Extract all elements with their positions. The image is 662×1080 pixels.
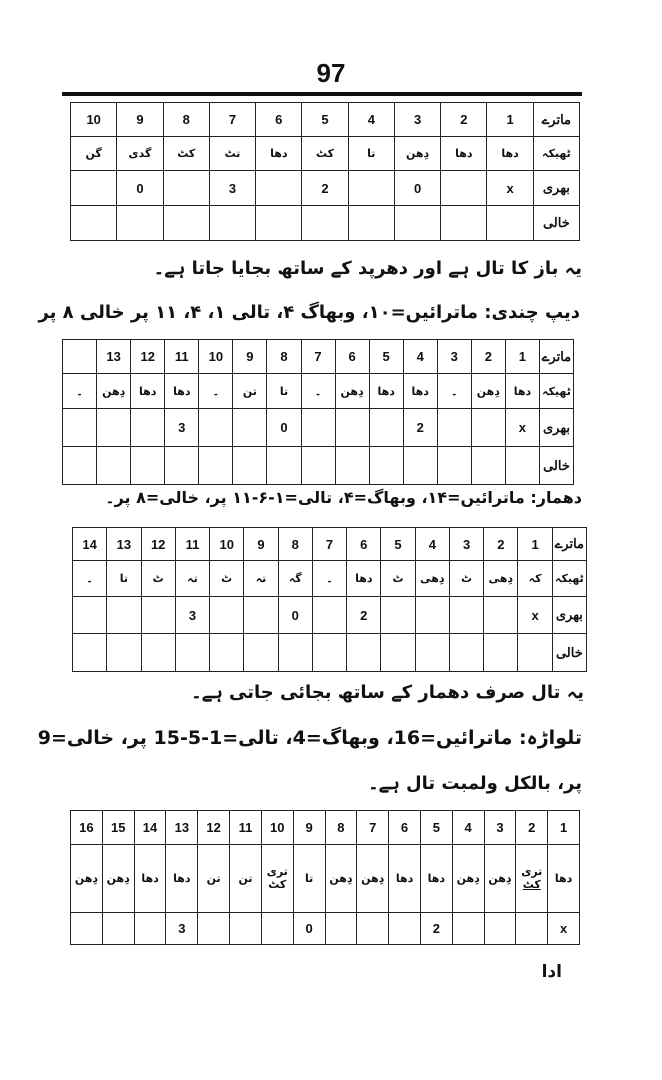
mark-cell [102,913,134,945]
matra-number: 13 [97,340,131,374]
matra-number: 12 [198,811,230,845]
mark-cell: 0 [394,171,440,206]
mark-cell [198,913,230,945]
mark-cell: x [487,171,533,206]
bol-cell [261,845,293,913]
bol-cell: گن [71,137,117,171]
row-label-bhari: بھری [539,409,573,447]
matra-number: 9 [293,811,325,845]
matra-number: 6 [256,103,302,137]
mark-cell: 0 [117,171,163,206]
empty-cell [449,634,483,672]
bol-cell: تا [267,374,301,409]
mark-cell [230,913,262,945]
matra-number: 2 [516,811,548,845]
bol-cell: ۔ [73,561,107,597]
mark-cell: 3 [175,597,209,634]
bol-cell: دِھن [335,374,369,409]
matra-number: 4 [452,811,484,845]
matra-number: 7 [357,811,389,845]
mark-cell [163,171,209,206]
bol-cell: دھا [403,374,437,409]
mark-cell [134,913,166,945]
bol-cell: دِھن [325,845,357,913]
mark-cell [437,409,471,447]
empty-cell [347,634,381,672]
empty-cell [335,447,369,485]
empty-cell [348,206,394,241]
matra-number: 10 [210,528,244,561]
empty-cell [381,634,415,672]
mark-cell: 3 [165,409,199,447]
mark-cell [256,171,302,206]
empty-cell [117,206,163,241]
empty-cell [175,634,209,672]
bol-cell: تن [198,845,230,913]
bol-cell: دھا [134,845,166,913]
taal-table-2 [62,339,574,485]
empty-cell [484,634,518,672]
matra-number: 5 [302,103,348,137]
empty-cell [487,206,533,241]
mark-cell: x [548,913,580,945]
mark-cell: 3 [209,171,255,206]
empty-cell [302,206,348,241]
bol-cell: تٹ [209,137,255,171]
mark-cell [261,913,293,945]
taal-table-3 [72,527,587,672]
row-label-khali: خالی [539,447,573,485]
matra-number: 1 [487,103,533,137]
matra-number: 14 [134,811,166,845]
empty-cell [267,447,301,485]
bol-text: تری [266,864,288,878]
mark-cell [107,597,141,634]
bol-cell: دِھن [484,845,516,913]
matra-number: 2 [484,528,518,561]
empty-cell [210,634,244,672]
matra-number: 1 [518,528,552,561]
empty-cell [441,206,487,241]
matra-number: 3 [437,340,471,374]
matra-number [63,340,97,374]
bol-cell: دھا [487,137,533,171]
matra-number: 10 [199,340,233,374]
bol-cell: دھا [548,845,580,913]
bol-cell: دِھن [394,137,440,171]
matra-number: 7 [301,340,335,374]
matra-number: 8 [325,811,357,845]
mark-cell: 3 [166,913,198,945]
bol-subtext: کٹ [268,877,287,891]
matra-number: 16 [71,811,103,845]
matra-number: 15 [102,811,134,845]
mark-cell [441,171,487,206]
matra-number: 3 [484,811,516,845]
mark-cell [516,913,548,945]
mark-cell [335,409,369,447]
taal-table-4 [70,810,580,945]
empty-cell [233,447,267,485]
mark-cell [357,913,389,945]
text-line-5: تلواڑہ: ماترائیں=16، وبھاگ=4، تالی=1-5-15 پر، خالی=9 [37,727,582,749]
empty-cell [163,206,209,241]
bol-cell: دِھن [97,374,131,409]
row-label-matre: ماترے [533,103,579,137]
matra-number: 12 [131,340,165,374]
empty-cell [278,634,312,672]
bol-cell: تن [233,374,267,409]
mark-cell: 2 [302,171,348,206]
bol-cell: دھا [369,374,403,409]
bol-cell: تا [293,845,325,913]
bol-cell: تہ [175,561,209,597]
text-line-4: یہ تال صرف دھمار کے ساتھ بجائی جاتی ہے۔ [191,682,584,703]
row-label-theka: ٹھیکہ [533,137,579,171]
empty-cell [244,634,278,672]
mark-cell: 0 [293,913,325,945]
bol-cell: دِھی [415,561,449,597]
matra-number: 11 [165,340,199,374]
empty-cell [471,447,505,485]
bol-cell: ٹ [449,561,483,597]
mark-cell [381,597,415,634]
page-number: 97 [316,58,346,88]
matra-number: 5 [420,811,452,845]
mark-cell [484,597,518,634]
text-line-3: دھمار: ماترائیں=۱۴، وبھاگ=۴، تالی=۱-۶-۱۱ پر، خالی=۸ پر۔ [105,488,582,507]
bol-cell: دھا [256,137,302,171]
mark-cell [244,597,278,634]
mark-cell [312,597,346,634]
taal-table-1 [70,102,580,241]
bol-cell: کہ [518,561,552,597]
empty-cell [403,447,437,485]
matra-number: 6 [347,528,381,561]
matra-number: 3 [449,528,483,561]
mark-cell [233,409,267,447]
mark-cell [97,409,131,447]
mark-cell: 2 [347,597,381,634]
matra-number: 14 [73,528,107,561]
empty-cell [437,447,471,485]
row-label-theka: ٹھیکہ [552,561,586,597]
empty-cell [369,447,403,485]
mark-cell [449,597,483,634]
bol-cell: تن [230,845,262,913]
matra-number: 10 [71,103,117,137]
matra-number: 2 [441,103,487,137]
mark-cell: 0 [267,409,301,447]
row-label-matre: ماترے [552,528,586,561]
matra-number: 9 [244,528,278,561]
empty-cell [518,634,552,672]
matra-number: 8 [163,103,209,137]
bol-cell: کٹ [302,137,348,171]
empty-cell [131,447,165,485]
matra-number: 7 [209,103,255,137]
mark-cell [348,171,394,206]
matra-number: 8 [267,340,301,374]
empty-cell [301,447,335,485]
matra-number: 2 [471,340,505,374]
row-label-matre: ماترے [539,340,573,374]
empty-cell [107,634,141,672]
matra-number: 11 [175,528,209,561]
bol-cell: ۔ [63,374,97,409]
text-line-6: پر، بالکل ولمبت تال ہے۔ [368,773,582,794]
mark-cell: 2 [403,409,437,447]
mark-cell: 2 [420,913,452,945]
matra-number: 13 [107,528,141,561]
mark-cell [325,913,357,945]
bol-cell: دِھن [71,845,103,913]
footer-word: ادا [541,962,562,982]
bol-cell: ٹ [210,561,244,597]
row-label-khali: خالی [533,206,579,241]
matra-number: 11 [230,811,262,845]
bol-cell: ۔ [301,374,335,409]
bol-cell: دھا [131,374,165,409]
matra-number: 9 [233,340,267,374]
bol-cell: دھا [347,561,381,597]
bol-cell: ۔ [199,374,233,409]
mark-cell [141,597,175,634]
bol-cell: گہ [278,561,312,597]
matra-number: 13 [166,811,198,845]
empty-cell [394,206,440,241]
bol-cell: کٹ [163,137,209,171]
bol-cell: ۔ [437,374,471,409]
mark-cell [415,597,449,634]
mark-cell [369,409,403,447]
mark-cell [63,409,97,447]
text-line-1: یہ باز کا تال ہے اور دھرپد کے ساتھ بجایا جاتا ہے۔ [153,258,582,279]
empty-cell [165,447,199,485]
matra-number: 3 [394,103,440,137]
mark-cell [131,409,165,447]
mark-cell [452,913,484,945]
matra-number: 4 [415,528,449,561]
empty-cell [256,206,302,241]
bol-cell: دِھن [452,845,484,913]
mark-cell [210,597,244,634]
matra-number: 4 [403,340,437,374]
empty-cell [415,634,449,672]
empty-cell [505,447,539,485]
header-rule [62,92,582,96]
bol-subtext: کٹ [522,877,541,891]
bol-cell: دِھن [102,845,134,913]
bol-cell: تا [107,561,141,597]
mark-cell [71,913,103,945]
mark-cell [71,171,117,206]
bol-cell: دھا [389,845,421,913]
bol-cell: دھا [166,845,198,913]
row-label-theka: ٹھیکہ [539,374,573,409]
matra-number: 10 [261,811,293,845]
mark-cell [73,597,107,634]
mark-cell [484,913,516,945]
bol-cell: دھا [165,374,199,409]
text-line-2: دیپ چندی: ماترائیں=۱۰، وبھاگ ۴، تالی ۱، ۴، ۱۱ پر خالی ۸ پر [38,302,580,323]
mark-cell [301,409,335,447]
empty-cell [97,447,131,485]
bol-cell: دھا [505,374,539,409]
matra-number: 12 [141,528,175,561]
matra-number: 7 [312,528,346,561]
matra-number: 9 [117,103,163,137]
matra-number: 6 [389,811,421,845]
bol-cell: ٹ [141,561,175,597]
empty-cell [312,634,346,672]
mark-cell: x [518,597,552,634]
empty-cell [199,447,233,485]
bol-cell: دِھی [484,561,518,597]
bol-cell [516,845,548,913]
matra-number: 6 [335,340,369,374]
matra-number: 5 [369,340,403,374]
mark-cell: 0 [278,597,312,634]
bol-cell: تہ [244,561,278,597]
mark-cell [199,409,233,447]
bol-cell: ۔ [312,561,346,597]
bol-text: تری [521,864,543,878]
empty-cell [209,206,255,241]
bol-cell: گدی [117,137,163,171]
matra-number: 5 [381,528,415,561]
matra-number: 4 [348,103,394,137]
bol-cell: دِھن [471,374,505,409]
bol-cell: دِھن [357,845,389,913]
row-label-bhari: بھری [533,171,579,206]
row-label-bhari: بھری [552,597,586,634]
row-label-khali: خالی [552,634,586,672]
mark-cell [471,409,505,447]
matra-number: 8 [278,528,312,561]
bol-cell: ٹ [381,561,415,597]
empty-cell [71,206,117,241]
mark-cell [389,913,421,945]
empty-cell [63,447,97,485]
mark-cell: x [505,409,539,447]
empty-cell [141,634,175,672]
bol-cell: دھا [441,137,487,171]
matra-number: 1 [548,811,580,845]
matra-number: 1 [505,340,539,374]
empty-cell [73,634,107,672]
bol-cell: دھا [420,845,452,913]
bol-cell: تا [348,137,394,171]
